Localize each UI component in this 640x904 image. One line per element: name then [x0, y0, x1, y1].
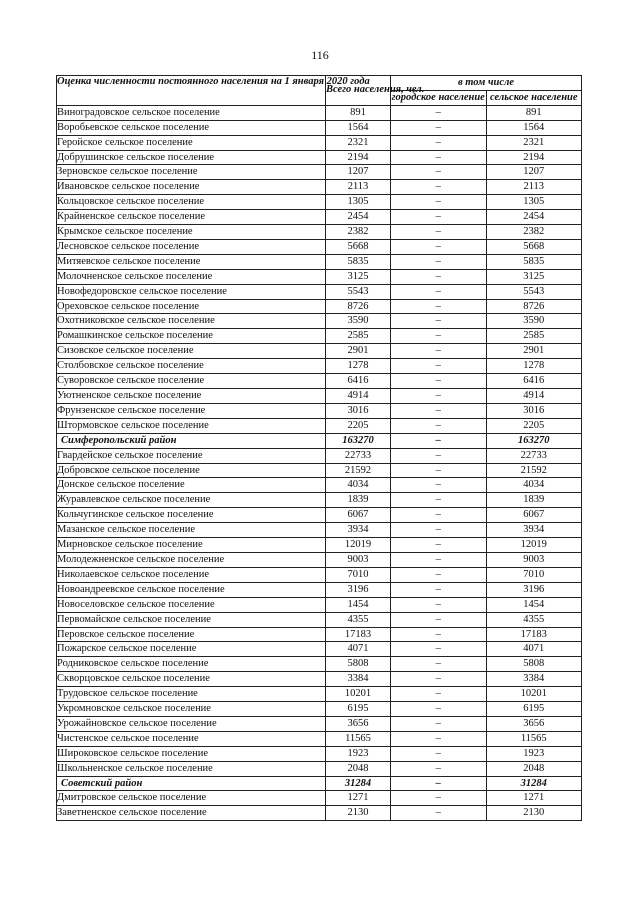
urban-cell: – [391, 523, 487, 538]
territory-cell: Крайненское сельское поселение [57, 210, 326, 225]
table-row [57, 508, 582, 523]
territory-cell: Зерновское сельское поселение [57, 165, 326, 180]
rural-cell: 2130 [486, 806, 582, 821]
table-row [57, 403, 582, 418]
table-row [57, 448, 582, 463]
total-cell: 8726 [326, 299, 391, 314]
territory-cell: Новофедоровское сельское поселение [57, 284, 326, 299]
rural-cell: 1564 [486, 120, 582, 135]
header-total-population: Всего населения, чел. [326, 76, 391, 106]
rural-cell: 1305 [486, 195, 582, 210]
total-cell: 1454 [326, 597, 391, 612]
rural-cell: 4071 [486, 642, 582, 657]
rural-cell: 3016 [486, 403, 582, 418]
table-row [57, 791, 582, 806]
territory-cell: Чистенское сельское поселение [57, 731, 326, 746]
urban-cell: – [391, 478, 487, 493]
urban-cell: – [391, 776, 487, 791]
table-row [57, 702, 582, 717]
territory-cell: Советский район [57, 776, 326, 791]
table-row [57, 716, 582, 731]
rural-cell: 2901 [486, 344, 582, 359]
total-cell: 5808 [326, 657, 391, 672]
urban-cell: – [391, 463, 487, 478]
territory-cell: Урожайновское сельское поселение [57, 716, 326, 731]
rural-cell: 1454 [486, 597, 582, 612]
territory-cell: Донское сельское поселение [57, 478, 326, 493]
total-cell: 2321 [326, 135, 391, 150]
rural-cell: 22733 [486, 448, 582, 463]
total-cell: 22733 [326, 448, 391, 463]
urban-cell: – [391, 433, 487, 448]
table-row [57, 344, 582, 359]
urban-cell: – [391, 448, 487, 463]
rural-cell: 5543 [486, 284, 582, 299]
territory-cell: Гвардейское сельское поселение [57, 448, 326, 463]
table-row [57, 806, 582, 821]
rural-cell: 5808 [486, 657, 582, 672]
territory-cell: Молодежненское сельское поселение [57, 552, 326, 567]
rural-cell: 3656 [486, 716, 582, 731]
territory-cell: Охотниковское сельское поселение [57, 314, 326, 329]
urban-cell: – [391, 746, 487, 761]
header-rural-population: сельское население [486, 90, 582, 105]
territory-cell: Сизовское сельское поселение [57, 344, 326, 359]
table-row [57, 672, 582, 687]
territory-cell: Новоселовское сельское поселение [57, 597, 326, 612]
rural-cell: 11565 [486, 731, 582, 746]
total-cell: 5835 [326, 254, 391, 269]
urban-cell: – [391, 269, 487, 284]
urban-cell: – [391, 314, 487, 329]
table-row [57, 478, 582, 493]
district-row [57, 776, 582, 791]
total-cell: 6416 [326, 374, 391, 389]
table-row [57, 389, 582, 404]
rural-cell: 1278 [486, 359, 582, 374]
rural-cell: 1923 [486, 746, 582, 761]
rural-cell: 5835 [486, 254, 582, 269]
table-row [57, 418, 582, 433]
total-cell: 4355 [326, 612, 391, 627]
total-cell: 163270 [326, 433, 391, 448]
urban-cell: – [391, 687, 487, 702]
rural-cell: 7010 [486, 567, 582, 582]
table-row [57, 642, 582, 657]
territory-cell: Лесновское сельское поселение [57, 239, 326, 254]
rural-cell: 2454 [486, 210, 582, 225]
territory-cell: Школьненское сельское поселение [57, 761, 326, 776]
territory-cell: Дмитровское сельское поселение [57, 791, 326, 806]
territory-cell: Симферопольский район [57, 433, 326, 448]
territory-cell: Перовское сельское поселение [57, 627, 326, 642]
territory-cell: Ромашкинское сельское поселение [57, 329, 326, 344]
urban-cell: – [391, 493, 487, 508]
territory-cell: Митяевское сельское поселение [57, 254, 326, 269]
table-row [57, 120, 582, 135]
territory-cell: Суворовское сельское поселение [57, 374, 326, 389]
district-row [57, 433, 582, 448]
table-row [57, 552, 582, 567]
header-territory: Оценка численности постоянного населения на 1 января 2020 года [57, 76, 326, 106]
total-cell: 6195 [326, 702, 391, 717]
table-row [57, 746, 582, 761]
table-row [57, 731, 582, 746]
total-cell: 3934 [326, 523, 391, 538]
territory-cell: Пожарское сельское поселение [57, 642, 326, 657]
table-row [57, 493, 582, 508]
table-row [57, 359, 582, 374]
rural-cell: 10201 [486, 687, 582, 702]
urban-cell: – [391, 120, 487, 135]
rural-cell: 1839 [486, 493, 582, 508]
table-row [57, 239, 582, 254]
urban-cell: – [391, 254, 487, 269]
territory-cell: Новоандреевское сельское поселение [57, 582, 326, 597]
urban-cell: – [391, 239, 487, 254]
urban-cell: – [391, 105, 487, 120]
territory-cell: Ивановское сельское поселение [57, 180, 326, 195]
rural-cell: 2321 [486, 135, 582, 150]
territory-cell: Молочненское сельское поселение [57, 269, 326, 284]
urban-cell: – [391, 508, 487, 523]
urban-cell: – [391, 359, 487, 374]
table-row [57, 299, 582, 314]
territory-cell: Крымское сельское поселение [57, 225, 326, 240]
territory-cell: Родниковское сельское поселение [57, 657, 326, 672]
urban-cell: – [391, 329, 487, 344]
total-cell: 3590 [326, 314, 391, 329]
total-cell: 2382 [326, 225, 391, 240]
table-row [57, 165, 582, 180]
rural-cell: 8726 [486, 299, 582, 314]
territory-cell: Ореховское сельское поселение [57, 299, 326, 314]
rural-cell: 6195 [486, 702, 582, 717]
rural-cell: 31284 [486, 776, 582, 791]
total-cell: 3125 [326, 269, 391, 284]
rural-cell: 6067 [486, 508, 582, 523]
table-row [57, 210, 582, 225]
table-row [57, 105, 582, 120]
total-cell: 1278 [326, 359, 391, 374]
urban-cell: – [391, 284, 487, 299]
urban-cell: – [391, 716, 487, 731]
territory-cell: Фрунзенское сельское поселение [57, 403, 326, 418]
rural-cell: 3590 [486, 314, 582, 329]
urban-cell: – [391, 642, 487, 657]
rural-cell: 2194 [486, 150, 582, 165]
table-row [57, 329, 582, 344]
page-number: 116 [311, 48, 329, 62]
urban-cell: – [391, 403, 487, 418]
urban-cell: – [391, 582, 487, 597]
urban-cell: – [391, 627, 487, 642]
table-row [57, 269, 582, 284]
rural-cell: 1207 [486, 165, 582, 180]
total-cell: 2194 [326, 150, 391, 165]
total-cell: 1923 [326, 746, 391, 761]
urban-cell: – [391, 418, 487, 433]
rural-cell: 3384 [486, 672, 582, 687]
header-urban-population: городское население [391, 90, 487, 105]
table-row [57, 225, 582, 240]
table-row [57, 627, 582, 642]
table-row [57, 597, 582, 612]
total-cell: 3656 [326, 716, 391, 731]
table-row [57, 180, 582, 195]
territory-cell: Воробьевское сельское поселение [57, 120, 326, 135]
total-cell: 1305 [326, 195, 391, 210]
urban-cell: – [391, 165, 487, 180]
total-cell: 3196 [326, 582, 391, 597]
total-cell: 1207 [326, 165, 391, 180]
urban-cell: – [391, 210, 487, 225]
total-cell: 2130 [326, 806, 391, 821]
urban-cell: – [391, 597, 487, 612]
urban-cell: – [391, 374, 487, 389]
territory-cell: Мирновское сельское поселение [57, 538, 326, 553]
rural-cell: 5668 [486, 239, 582, 254]
territory-cell: Уютненское сельское поселение [57, 389, 326, 404]
total-cell: 2048 [326, 761, 391, 776]
urban-cell: – [391, 806, 487, 821]
table-row [57, 612, 582, 627]
table-row [57, 374, 582, 389]
table-row [57, 463, 582, 478]
territory-cell: Николаевское сельское поселение [57, 567, 326, 582]
urban-cell: – [391, 344, 487, 359]
urban-cell: – [391, 761, 487, 776]
total-cell: 891 [326, 105, 391, 120]
urban-cell: – [391, 225, 487, 240]
total-cell: 11565 [326, 731, 391, 746]
urban-cell: – [391, 731, 487, 746]
rural-cell: 9003 [486, 552, 582, 567]
table-header [57, 76, 582, 106]
total-cell: 4071 [326, 642, 391, 657]
territory-cell: Скворцовское сельское поселение [57, 672, 326, 687]
territory-cell: Добрушинское сельское поселение [57, 150, 326, 165]
population-table [56, 75, 582, 821]
territory-cell: Столбовское сельское поселение [57, 359, 326, 374]
total-cell: 5543 [326, 284, 391, 299]
table-row [57, 195, 582, 210]
table-row [57, 523, 582, 538]
table-row [57, 150, 582, 165]
table-row [57, 538, 582, 553]
total-cell: 1564 [326, 120, 391, 135]
rural-cell: 4355 [486, 612, 582, 627]
territory-cell: Штормовское сельское поселение [57, 418, 326, 433]
urban-cell: – [391, 672, 487, 687]
table-row [57, 582, 582, 597]
territory-cell: Кольцовское сельское поселение [57, 195, 326, 210]
urban-cell: – [391, 538, 487, 553]
rural-cell: 891 [486, 105, 582, 120]
total-cell: 2585 [326, 329, 391, 344]
rural-cell: 4034 [486, 478, 582, 493]
rural-cell: 2205 [486, 418, 582, 433]
urban-cell: – [391, 552, 487, 567]
total-cell: 17183 [326, 627, 391, 642]
territory-cell: Широковское сельское поселение [57, 746, 326, 761]
territory-cell: Заветненское сельское поселение [57, 806, 326, 821]
total-cell: 4034 [326, 478, 391, 493]
total-cell: 2901 [326, 344, 391, 359]
rural-cell: 2048 [486, 761, 582, 776]
total-cell: 2454 [326, 210, 391, 225]
territory-cell: Трудовское сельское поселение [57, 687, 326, 702]
rural-cell: 3934 [486, 523, 582, 538]
total-cell: 2205 [326, 418, 391, 433]
rural-cell: 21592 [486, 463, 582, 478]
rural-cell: 4914 [486, 389, 582, 404]
urban-cell: – [391, 299, 487, 314]
urban-cell: – [391, 195, 487, 210]
table-body [57, 105, 582, 821]
territory-cell: Добровское сельское поселение [57, 463, 326, 478]
table-row [57, 687, 582, 702]
total-cell: 2113 [326, 180, 391, 195]
table-row [57, 761, 582, 776]
urban-cell: – [391, 180, 487, 195]
rural-cell: 2113 [486, 180, 582, 195]
total-cell: 12019 [326, 538, 391, 553]
total-cell: 3384 [326, 672, 391, 687]
total-cell: 9003 [326, 552, 391, 567]
urban-cell: – [391, 150, 487, 165]
total-cell: 6067 [326, 508, 391, 523]
total-cell: 4914 [326, 389, 391, 404]
territory-cell: Кольчугинское сельское поселение [57, 508, 326, 523]
table-row [57, 314, 582, 329]
total-cell: 3016 [326, 403, 391, 418]
total-cell: 21592 [326, 463, 391, 478]
urban-cell: – [391, 702, 487, 717]
total-cell: 31284 [326, 776, 391, 791]
rural-cell: 163270 [486, 433, 582, 448]
rural-cell: 1271 [486, 791, 582, 806]
rural-cell: 3196 [486, 582, 582, 597]
rural-cell: 3125 [486, 269, 582, 284]
rural-cell: 17183 [486, 627, 582, 642]
rural-cell: 6416 [486, 374, 582, 389]
territory-cell: Журавлевское сельское поселение [57, 493, 326, 508]
total-cell: 1839 [326, 493, 391, 508]
table-row [57, 254, 582, 269]
territory-cell: Укромновское сельское поселение [57, 702, 326, 717]
urban-cell: – [391, 389, 487, 404]
total-cell: 1271 [326, 791, 391, 806]
table-row [57, 284, 582, 299]
territory-cell: Первомайское сельское поселение [57, 612, 326, 627]
urban-cell: – [391, 657, 487, 672]
territory-cell: Геройское сельское поселение [57, 135, 326, 150]
table-row [57, 657, 582, 672]
total-cell: 10201 [326, 687, 391, 702]
urban-cell: – [391, 135, 487, 150]
rural-cell: 2585 [486, 329, 582, 344]
total-cell: 7010 [326, 567, 391, 582]
table-row [57, 135, 582, 150]
total-cell: 5668 [326, 239, 391, 254]
header-including: в том числе [391, 76, 582, 91]
table-row [57, 567, 582, 582]
rural-cell: 12019 [486, 538, 582, 553]
urban-cell: – [391, 612, 487, 627]
urban-cell: – [391, 567, 487, 582]
rural-cell: 2382 [486, 225, 582, 240]
urban-cell: – [391, 791, 487, 806]
territory-cell: Мазанское сельское поселение [57, 523, 326, 538]
territory-cell: Виноградовское сельское поселение [57, 105, 326, 120]
